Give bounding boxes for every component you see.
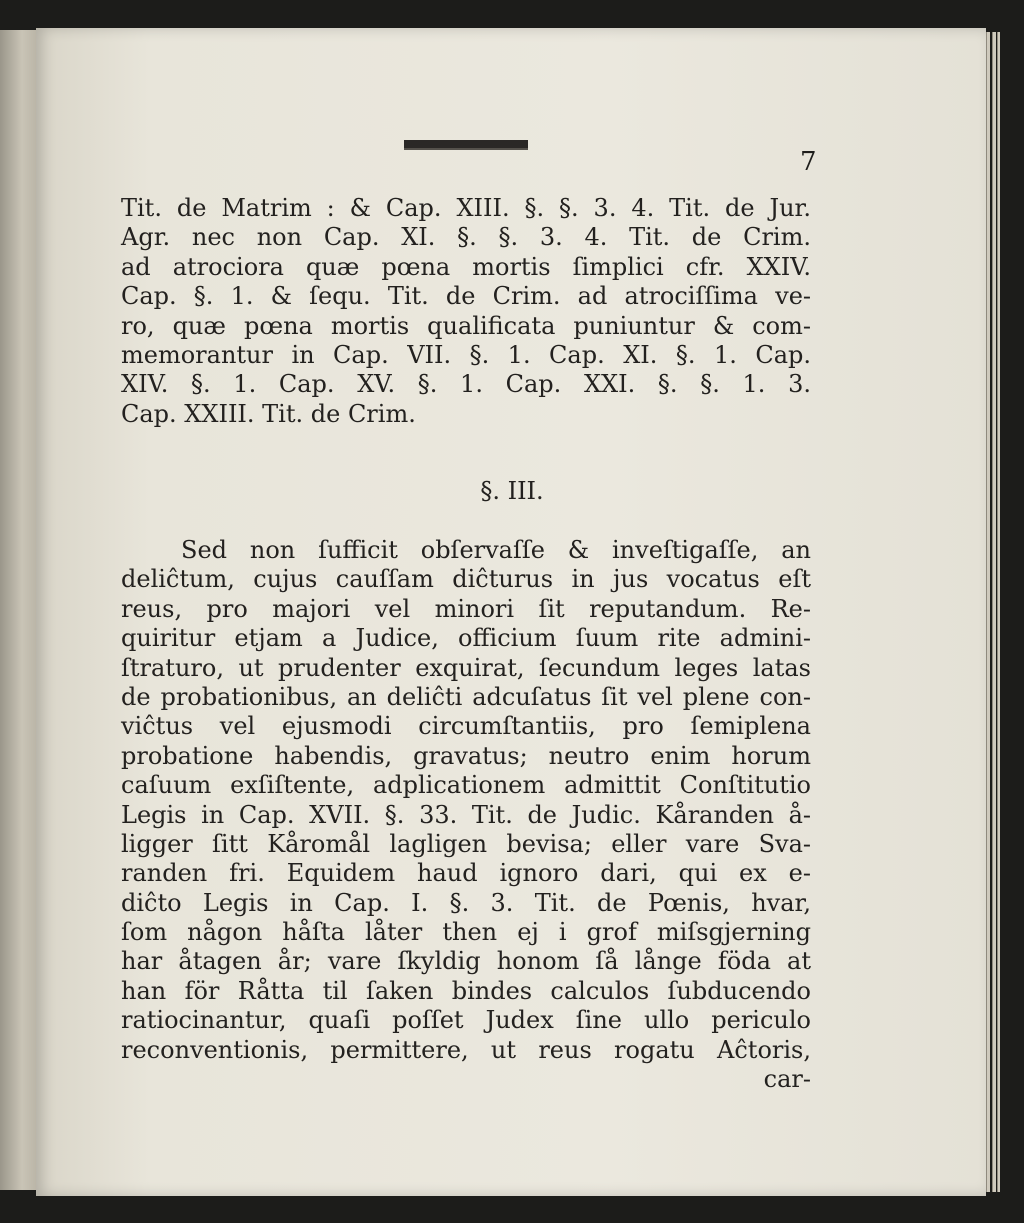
paragraph-1: [121, 194, 811, 429]
page-edge: [997, 32, 1000, 1192]
text-line: randen fri. Equidem haud ignoro dari, qui ex e-: [121, 859, 811, 888]
text-line: deliĉtum, cujus cauſſam diĉturus in jus vocatus eſt: [121, 565, 811, 594]
text-line: ratiocinantur, quaſi poſſet Judex ſine ullo periculo: [121, 1006, 811, 1035]
text-line: Tit. de Matrim : & Cap. XIII. §. §. 3. 4. Tit. de Jur.: [121, 194, 811, 222]
page-edge: [986, 32, 990, 1192]
header-rule: [404, 140, 528, 150]
text-line: de probationibus, an deliĉti adcuſatus ſit vel plene con-: [121, 682, 811, 711]
text-line: ad atrociora quæ pœna mortis ſimplici cfr. XXIV.: [121, 252, 811, 281]
text-line: Cap. XXIII. Tit. de Crim.: [121, 399, 416, 428]
text-line: memorantur in Cap. VII. §. 1. Cap. XI. §. 1. Cap.: [121, 340, 811, 369]
text-line: har åtagen år; vare ſkyldig honom ſå långe föda at: [121, 947, 811, 976]
text-line: XIV. §. 1. Cap. XV. §. 1. Cap. XXI. §. §. 1. 3.: [121, 370, 811, 399]
text-line: viĉtus vel ejusmodi circumſtantiis, pro ſemiplena: [121, 712, 811, 741]
text-line: reus, pro majori vel minori ſit reputandum. Re-: [121, 594, 811, 623]
text-line: Cap. §. 1. & ſequ. Tit. de Crim. ad atrociſſima ve-: [121, 282, 811, 311]
text-line: Legis in Cap. XVII. §. 33. Tit. de Judic. Kåranden å-: [121, 800, 811, 829]
text-line: ligger ſitt Kåromål lagligen bevisa; eller vare Sva-: [121, 829, 811, 858]
text-line: probatione habendis, gravatus; neutro enim horum: [121, 741, 811, 770]
text-line: ſtraturo, ut prudenter exquirat, ſecundum leges latas: [121, 653, 811, 682]
text-line: caſuum exſiſtente, adplicationem admittit Conſtitutio: [121, 771, 811, 800]
text-line: quiritur etjam a Judice, officium ſuum rite admini-: [121, 624, 811, 653]
text-line: ro, quæ pœna mortis qualificata puniuntur & com-: [121, 311, 811, 340]
book-spine: [0, 30, 40, 1190]
section-heading: §. III.: [480, 477, 544, 505]
text-line: han för Råtta til ſaken bindes calculos ſubducendo: [121, 976, 811, 1005]
page-number: 7: [800, 147, 817, 177]
page-edge: [992, 32, 996, 1192]
text-line: diĉto Legis in Cap. I. §. 3. Tit. de Pœnis, hvar,: [121, 888, 811, 917]
catchword: car-: [763, 1065, 811, 1094]
text-line: ſom någon håſta låter then ej i grof miſsgjerning: [121, 918, 811, 947]
text-line: Agr. nec non Cap. XI. §. §. 3. 4. Tit. de Crim.: [121, 223, 811, 252]
paragraph-2: [121, 536, 811, 1094]
text-line: reconventionis, permittere, ut reus rogatu Aĉtoris,: [121, 1035, 811, 1064]
text-line: Sed non ſufficit obſervaſſe & inveſtigaſſe, an: [181, 536, 811, 564]
